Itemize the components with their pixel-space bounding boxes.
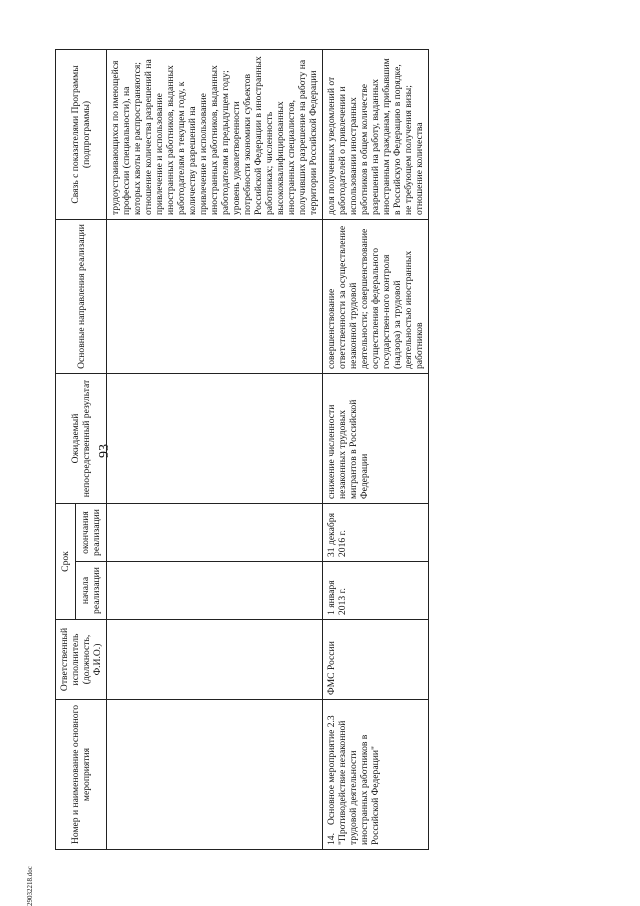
row-number: 14.	[326, 833, 337, 845]
header-indicators: Связь с показателями Программы (подпрограммы)	[56, 50, 107, 220]
table-row-continuation	[107, 50, 323, 850]
row-title: Основное мероприятие 2.3 "Противодействие незаконной трудовой деятельности иностранных работников в Российской Федерации"	[326, 715, 381, 845]
table-row-14	[323, 50, 429, 850]
header-term: Срок	[56, 504, 76, 620]
cell-empty	[107, 220, 323, 374]
cell-executor: ФМС России	[323, 620, 429, 700]
header-start: начала реализации	[75, 562, 106, 620]
cell-empty	[107, 562, 323, 620]
cell-start: 1 января 2013 г.	[323, 562, 429, 620]
header-directions: Основные направления реализации	[56, 220, 107, 374]
cell-directions: совершенствование ответственности за осуществление незаконной трудовой деятельности; совершенствование осуществления федерального государствен-ного контроля (надзора) за трудовой деятельностью иностранных работников	[323, 220, 429, 374]
header-result: Ожидаемый непосредственный результат	[56, 374, 107, 504]
cell-empty	[107, 504, 323, 562]
cell-indicators-continued: трудоустраивающихся по имеющейся профессии (специальности), на которых квоты не распространяются; отношение количества разрешений на привлечение и использование иностранных работников, выданных работодателям в текущем году, к количеству разрешений на привлечение и использование иностранных работников, выданных работодателям в предыдущем году; уровень удовлетворенности потребности экономики субъектов Российской Федерации в иностранных работниках; численность высококвалифицированных иностранных специалистов, получивших разрешение на работу на территории Российской Федерации	[107, 50, 323, 220]
cell-empty	[107, 620, 323, 700]
cell-empty	[107, 374, 323, 504]
header-end: окончания реализации	[75, 504, 106, 562]
cell-empty	[107, 700, 323, 850]
cell-indicators: доля полученных уведомлений от работодателей о привлечении и использовании иностранных работников в общем количестве разрешений на работу, выданных иностранным гражданам, прибывшим в Российскую Федерацию в порядке, не требующем получения визы; отношение количества	[323, 50, 429, 220]
cell-result: снижение численности незаконных трудовых мигрантов в Российской Федерации	[323, 374, 429, 504]
header-number-title: Номер и наименование основного мероприятия	[56, 700, 107, 850]
page-number: 93	[97, 444, 112, 458]
activities-table	[55, 49, 429, 850]
header-executor: Ответственный исполнитель (должность, Ф.И.О.)	[56, 620, 107, 700]
rotated-table-container	[55, 50, 555, 850]
header-row-1	[56, 50, 76, 850]
cell-end: 31 декабря 2016 г.	[323, 504, 429, 562]
cell-title	[323, 700, 429, 850]
document-code: 29032218.doc	[26, 866, 34, 906]
